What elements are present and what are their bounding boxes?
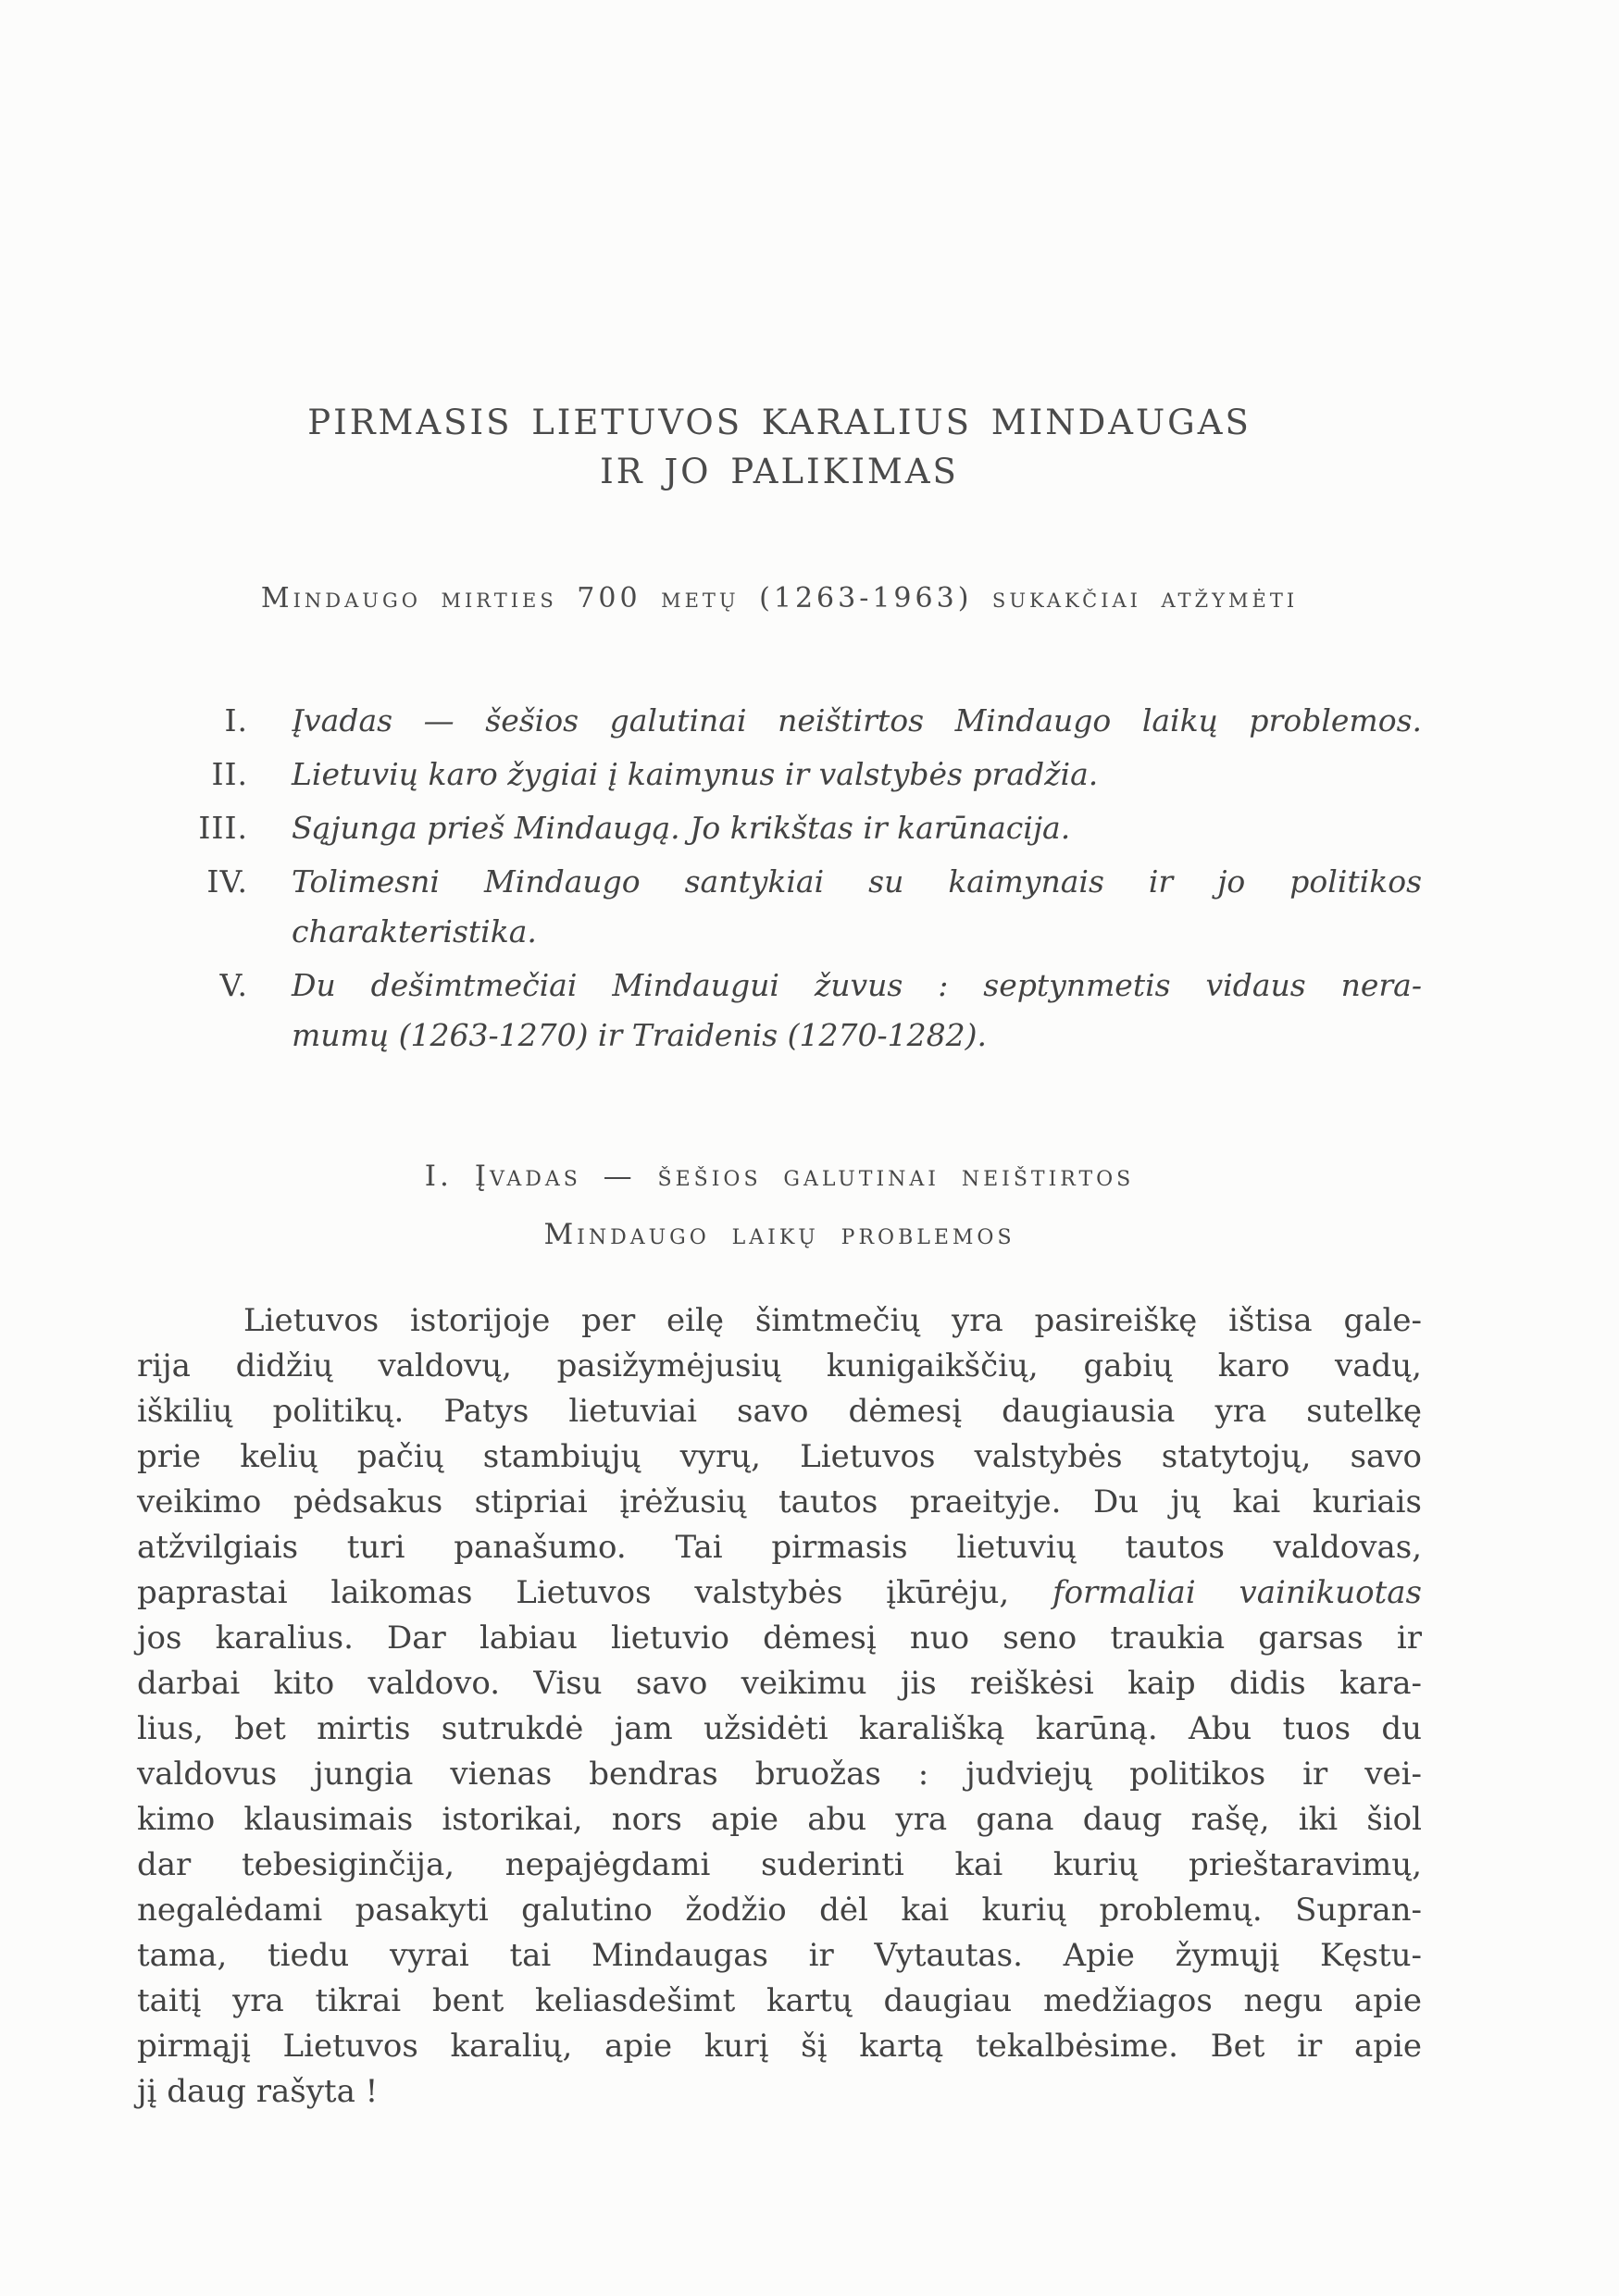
body-text-segment: jį daug rašyta ! — [137, 2073, 379, 2110]
body-text-segment: dar tebesiginčija, nepajėgdami suderinti kai kurių prieštaravimų, — [137, 1846, 1422, 1883]
article-title — [137, 398, 1422, 496]
section-heading-line1: I. Įvadas — šešios galutinai neištirtos — [424, 1160, 1135, 1193]
body-text-segment: kimo klausimais istorikai, nors apie abu yra gana daug rašę, iki šiol — [137, 1801, 1422, 1838]
outline-item-line: Sąjunga prieš Mindaugą. Jo krikštas ir karūnacija. — [292, 810, 1071, 846]
body-line — [137, 1706, 1422, 1752]
body-italic-segment: formaliai vainikuotas — [1052, 1574, 1422, 1611]
body-text-segment: pirmąjį Lietuvos karalių, apie kurį šį kartą tekalbėsime. Bet ir apie — [137, 2028, 1422, 2065]
body-text-segment: jos karalius. Dar labiau lietuvio dėmesį nuo seno traukia garsas ir — [137, 1620, 1422, 1657]
outline-item-line: mumų (1263-1270) ir Traidenis (1270-1282). — [292, 1017, 988, 1053]
body-line — [137, 1480, 1422, 1525]
body-text-segment: rija didžių valdovų, pasižymėjusių kunigaikščių, gabių karo vadų, — [137, 1347, 1422, 1384]
outline-item-text — [248, 961, 1422, 1061]
section-heading — [137, 1148, 1422, 1264]
body-text-segment: atžvilgiais turi panašumo. Tai pirmasis lietuvių tautos valdovas, — [137, 1529, 1422, 1566]
outline-item-line: Lietuvių karo žygiai į kaimynus ir valstybės pradžia. — [292, 756, 1099, 792]
article-outline — [137, 696, 1422, 1064]
body-text-segment: taitį yra tikrai bent keliasdešimt kartų daugiau medžiagos negu apie — [137, 1982, 1422, 2019]
body-line — [137, 1570, 1422, 1616]
body-text-segment: negalėdami pasakyti galutino žodžio dėl kai kurių problemų. Supran- — [137, 1892, 1422, 1929]
body-line — [137, 1525, 1422, 1570]
outline-item-text — [248, 750, 1422, 800]
outline-item-line: Du dešimtmečiai Mindaugui žuvus : septynmetis vidaus nera- — [292, 967, 1422, 1003]
body-line — [137, 1616, 1422, 1661]
outline-item-line: charakteristika. — [292, 913, 537, 949]
body-text-segment: tama, tiedu vyrai tai Mindaugas ir Vytautas. Apie žymųjį Kęstu- — [137, 1937, 1422, 1974]
body-line — [137, 1979, 1422, 2024]
outline-item-text — [248, 696, 1422, 746]
outline-item-text — [248, 803, 1422, 853]
outline-item-text — [248, 857, 1422, 957]
body-text-segment: veikimo pėdsakus stipriai įrėžusių tautos praeityje. Du jų kai kuriais — [137, 1483, 1422, 1520]
outline-item-line: Įvadas — šešios galutinai neištirtos Mindaugo laikų problemos. — [292, 702, 1422, 738]
outline-numeral: I. — [224, 702, 248, 738]
body-line — [137, 2069, 1422, 2115]
body-line — [137, 1797, 1422, 1843]
body-line — [137, 1888, 1422, 1933]
outline-numeral: V. — [219, 967, 248, 1003]
body-line — [137, 1661, 1422, 1706]
body-paragraph — [137, 1298, 1422, 2115]
body-line — [137, 1752, 1422, 1797]
body-line — [137, 1344, 1422, 1389]
body-text-segment: prie kelių pačių stambiųjų vyrų, Lietuvos valstybės statytojų, savo — [137, 1438, 1422, 1475]
outline-numeral: II. — [211, 756, 248, 792]
body-text-segment: paprastai laikomas Lietuvos valstybės įkūrėju, — [137, 1574, 1052, 1611]
body-line — [137, 1389, 1422, 1434]
body-line — [137, 1843, 1422, 1888]
dedication-subtitle: Mindaugo mirties 700 metų (1263-1963) sukakčiai atžymėti — [260, 582, 1299, 614]
body-text-segment: iškilių politikų. Patys lietuviai savo dėmesį daugiausia yra sutelkę — [137, 1393, 1422, 1430]
body-line — [137, 1298, 1422, 1344]
body-line — [137, 1933, 1422, 1979]
body-line — [137, 1434, 1422, 1480]
outline-item-line: Tolimesni Mindaugo santykiai su kaimynais ir jo politikos — [292, 863, 1422, 900]
body-text-segment: darbai kito valdovo. Visu savo veikimu jis reiškėsi kaip didis kara- — [137, 1665, 1422, 1702]
article-title-line1: PIRMASIS LIETUVOS KARALIUS MINDAUGAS — [307, 403, 1252, 442]
body-line — [137, 2024, 1422, 2069]
body-text-segment: lius, bet mirtis sutrukdė jam užsidėti karališką karūną. Abu tuos du — [137, 1710, 1422, 1747]
body-text-segment: valdovus jungia vienas bendras bruožas : judviejų politikos ir vei- — [137, 1756, 1422, 1793]
outline-numeral: III. — [198, 810, 248, 846]
outline-item — [137, 857, 1422, 957]
outline-item — [137, 803, 1422, 853]
outline-item — [137, 961, 1422, 1061]
body-text-segment: Lietuvos istorijoje per eilę šimtmečių yra pasireiškę ištisa gale- — [243, 1302, 1422, 1339]
outline-item — [137, 696, 1422, 746]
outline-numeral: IV. — [206, 863, 248, 900]
article-title-line2: IR JO PALIKIMAS — [600, 452, 959, 491]
outline-item — [137, 750, 1422, 800]
section-heading-line2: Mindaugo laikų problemos — [543, 1218, 1015, 1251]
